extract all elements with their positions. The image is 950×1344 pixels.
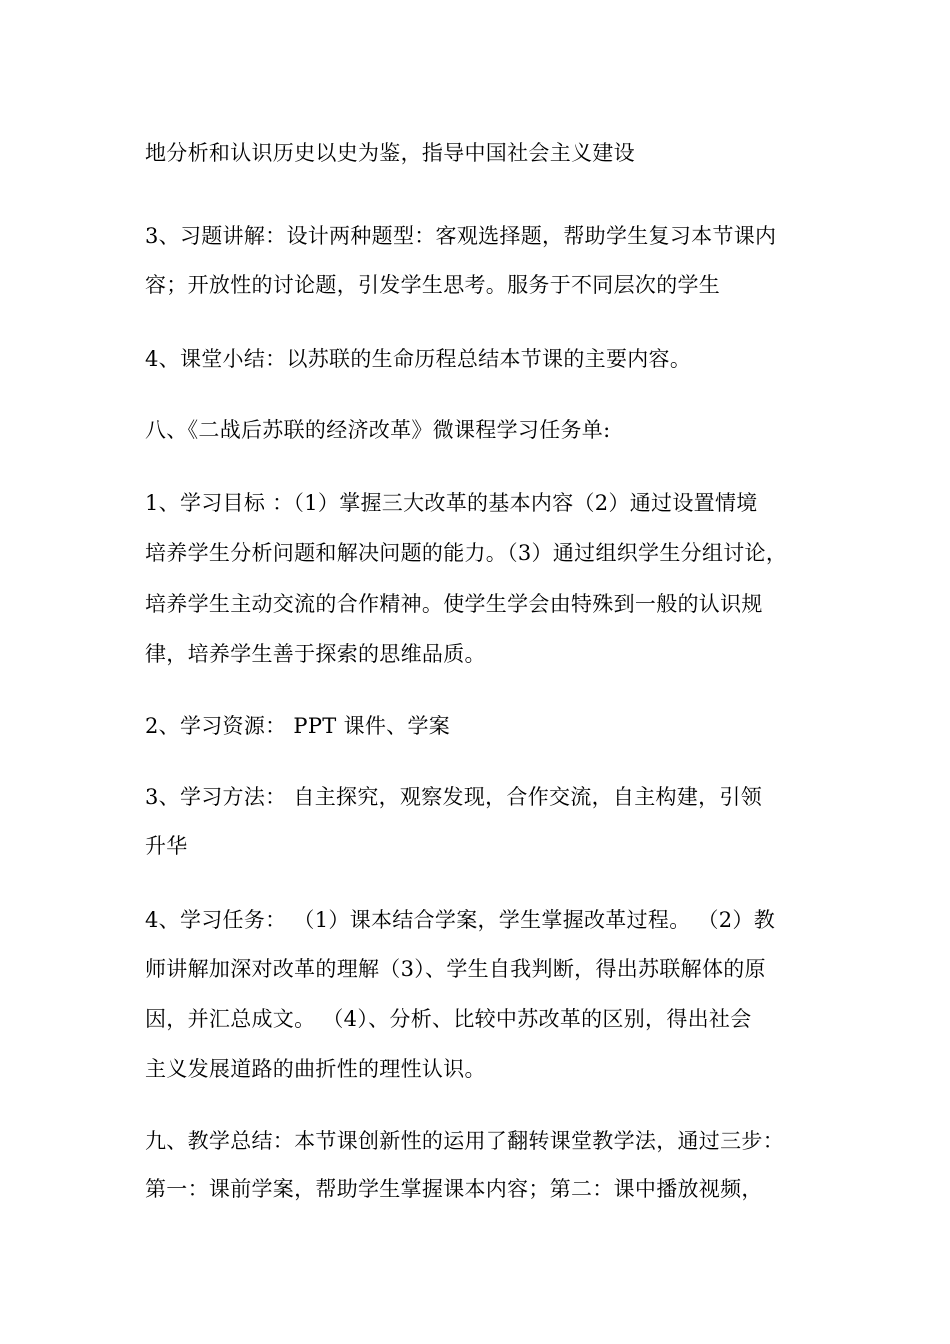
text-line: 培养学生主动交流的合作精神。使学生学会由特殊到一般的认识规 (145, 592, 763, 616)
text-line: 4、学习任务： （1）课本结合学案，学生掌握改革过程。 （2）教 (145, 908, 776, 932)
text-line: 培养学生分析问题和解决问题的能力。（3）通过组织学生分组讨论， (145, 541, 788, 565)
text-line: 因，并汇总成文。 （4）、分析、比较中苏改革的区别，得出社会 (145, 1007, 752, 1031)
text-line: 2、学习资源： PPT 课件、学案 (145, 714, 451, 738)
text-line: 律，培养学生善于探索的思维品质。 (145, 642, 486, 666)
section-heading: 九、教学总结：本节课创新性的运用了翻转课堂教学法，通过三步： (145, 1129, 784, 1153)
text-line: 师讲解加深对改革的理解（3）、学生自我判断，得出苏联解体的原 (145, 957, 766, 981)
text-line: 第一：课前学案，帮助学生掌握课本内容；第二：课中播放视频， (145, 1177, 763, 1201)
text-line: 3、习题讲解：设计两种题型：客观选择题，帮助学生复习本节课内 (145, 224, 777, 248)
text-line: 升华 (145, 834, 188, 858)
text-line: 1、学习目标 ：（1）掌握三大改革的基本内容（2）通过设置情境 (145, 491, 758, 515)
text-line: 容；开放性的讨论题，引发学生思考。服务于不同层次的学生 (145, 273, 721, 297)
section-heading: 八、《二战后苏联的经济改革》微课程学习任务单: (145, 418, 611, 442)
text-line: 地分析和认识历史以史为鉴，指导中国社会主义建设 (145, 141, 635, 165)
text-line: 主义发展道路的曲折性的理性认识。 (145, 1057, 486, 1081)
text-line: 3、学习方法： 自主探究，观察发现，合作交流，自主构建，引领 (145, 785, 763, 809)
text-line: 4、课堂小结：以苏联的生命历程总结本节课的主要内容。 (145, 347, 692, 371)
